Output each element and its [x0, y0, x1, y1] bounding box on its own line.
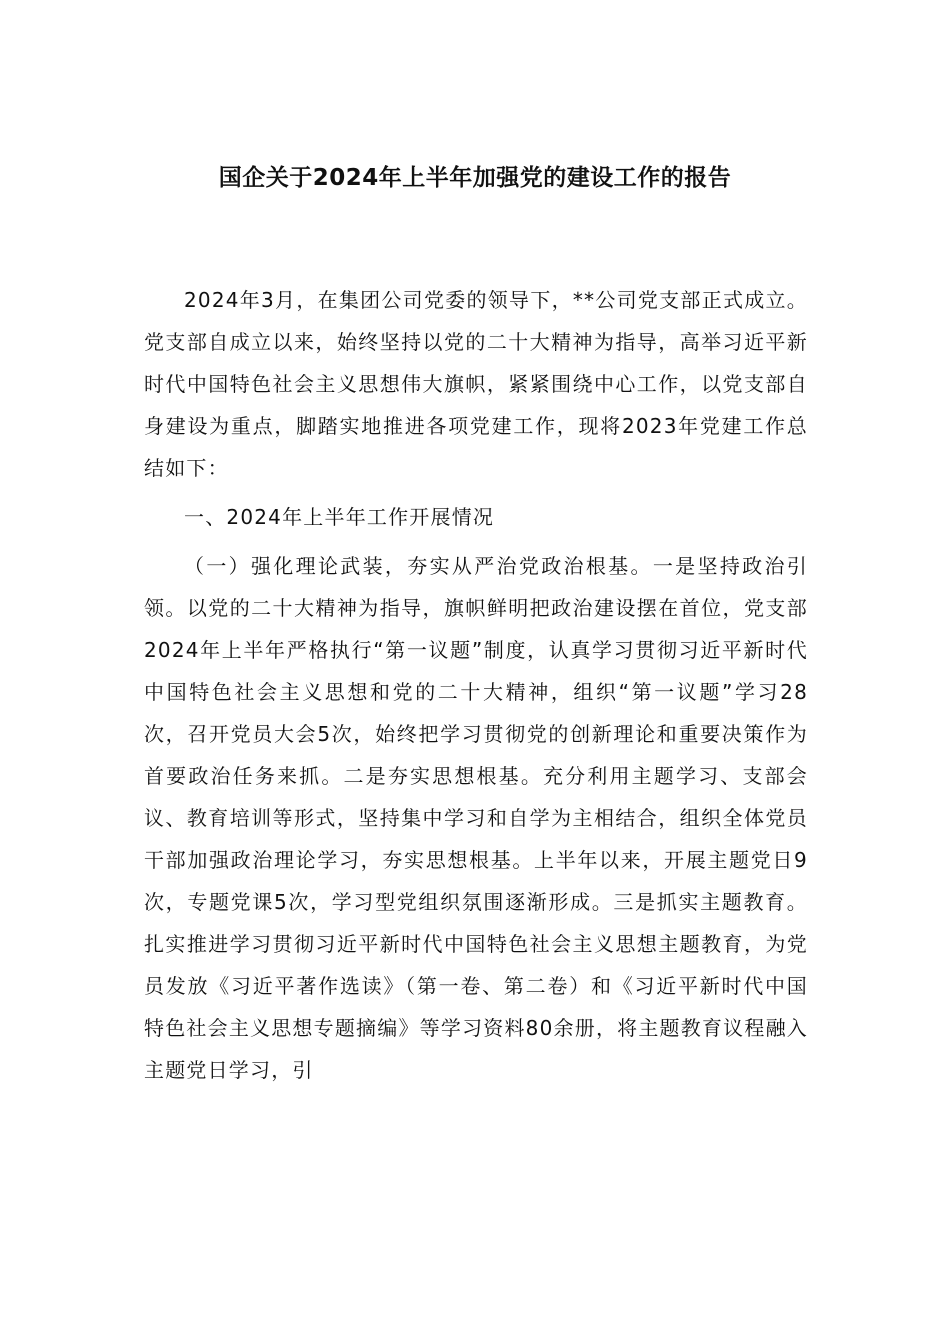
document-title: 国企关于2024年上半年加强党的建设工作的报告 — [218, 165, 732, 191]
paragraph-intro: 2024年3月，在集团公司党委的领导下，**公司党支部正式成立。党支部自成立以来，始终坚持以党的二十大精神为指导，高举习近平新时代中国特色社会主义思想伟大旗帜，紧紧围绕中心工作，以党支部自身建设为重点，脚踏实地推进各项党建工作，现将2023年党建工作总结如下： — [144, 288, 808, 480]
document-body — [144, 279, 808, 1091]
section-heading-1: 一、2024年上半年工作开展情况 — [184, 505, 495, 529]
paragraph-section-1-1: （一）强化理论武装，夯实从严治党政治根基。一是坚持政治引领。以党的二十大精神为指导，旗帜鲜明把政治建设摆在首位，党支部2024年上半年严格执行“第一议题”制度，认真学习贯彻习近平新时代中国特色社会主义思想和党的二十大精神，组织“第一议题”学习28次，召开党员大会5次，始终把学习贯彻党的创新理论和重要决策作为首要政治任务来抓。二是夯实思想根基。充分利用主题学习、支部会议、教育培训等形式，坚持集中学习和自学为主相结合，组织全体党员干部加强政治理论学习，夯实思想根基。上半年以来，开展主题党日9次，专题党课5次，学习型党组织氛围逐渐形成。三是抓实主题教育。扎实推进学习贯彻习近平新时代中国特色社会主义思想主题教育，为党员发放《习近平著作选读》（第一卷、第二卷）和《习近平新时代中国特色社会主义思想专题摘编》等学习资料80余册，将主题教育议程融入主题党日学习，引 — [144, 554, 808, 1082]
